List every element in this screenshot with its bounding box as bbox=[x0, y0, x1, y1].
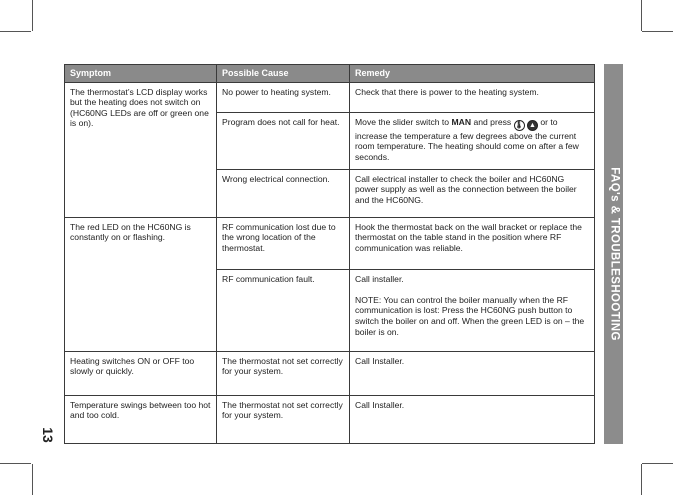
header-symptom: Symptom bbox=[65, 65, 217, 83]
remedy-cell bbox=[350, 217, 595, 269]
cause-text: RF communication lost due to the wrong location of the thermostat. bbox=[222, 221, 336, 253]
remedy-cell bbox=[350, 269, 595, 351]
remedy-cell bbox=[350, 351, 595, 395]
remedy-cell bbox=[350, 82, 595, 112]
symptom-text: The thermostat’s LCD display works but the heating does not switch on (HC60NG LEDs are off or green one is on). bbox=[70, 86, 209, 129]
crop-mark bbox=[32, 0, 33, 31]
cause-cell bbox=[217, 395, 350, 443]
cause-text: Program does not call for heat. bbox=[222, 116, 340, 127]
cause-cell bbox=[217, 269, 350, 351]
up-arrow-button-icon: ▲ bbox=[527, 120, 538, 131]
remedy-cell bbox=[350, 112, 595, 169]
table-row bbox=[65, 351, 595, 395]
cause-text: The thermostat not set correctly for your system. bbox=[222, 399, 343, 421]
crop-mark bbox=[32, 464, 33, 495]
man-mode-label: MAN bbox=[451, 116, 472, 127]
symptom-cell bbox=[65, 395, 217, 443]
remedy-text-start: Move the slider switch to bbox=[355, 116, 452, 127]
symptom-text: Heating switches ON or OFF too slowly or quickly. bbox=[70, 355, 195, 377]
symptom-cell bbox=[65, 351, 217, 395]
crop-mark bbox=[642, 31, 673, 32]
symptom-text: Temperature swings between too hot and too cold. bbox=[70, 399, 211, 421]
crop-mark bbox=[0, 31, 31, 32]
remedy-text: Check that there is power to the heating system. bbox=[355, 86, 539, 97]
header-possible-cause: Possible Cause bbox=[217, 65, 350, 83]
crop-mark bbox=[0, 463, 31, 464]
cause-cell bbox=[217, 169, 350, 217]
cause-text: No power to heating system. bbox=[222, 86, 331, 97]
table-row bbox=[65, 217, 595, 269]
cause-cell bbox=[217, 112, 350, 169]
section-title: FAQ's & TROUBLESHOOTING bbox=[608, 167, 620, 341]
symptom-cell bbox=[65, 82, 217, 217]
remedy-text: Call electrical installer to check the boiler and HC60NG power supply as well as the connection between the boiler and the HC60NG. bbox=[355, 173, 577, 205]
symptom-text: The red LED on the HC60NG is constantly on or flashing. bbox=[70, 221, 191, 243]
remedy-cell bbox=[350, 169, 595, 217]
cause-text: Wrong electrical connection. bbox=[222, 173, 330, 184]
crop-mark bbox=[642, 463, 673, 464]
remedy-cell bbox=[350, 395, 595, 443]
header-remedy: Remedy bbox=[350, 65, 595, 83]
remedy-text: Call installer. NOTE: You can control the boiler manually when the RF communication is lost: Press the HC60NG push button to switch the boiler on and off. When the green LED is on – the boiler is on. bbox=[355, 273, 585, 337]
remedy-text-end: or to increase the temperature a few degrees above the current room temperature. The heating should come on after a few seconds. bbox=[355, 116, 579, 162]
section-tab bbox=[604, 64, 623, 444]
thermometer-icon: 🌡 bbox=[514, 121, 524, 129]
remedy-text-middle: and press bbox=[471, 116, 514, 127]
table-row bbox=[65, 395, 595, 443]
cause-cell bbox=[217, 82, 350, 112]
table-header-row bbox=[65, 65, 595, 83]
crop-mark bbox=[641, 0, 642, 31]
table-row bbox=[65, 82, 595, 112]
remedy-text: Call Installer. bbox=[355, 399, 405, 410]
troubleshooting-table bbox=[64, 64, 595, 444]
cause-cell bbox=[217, 217, 350, 269]
crop-mark bbox=[641, 464, 642, 495]
cause-cell bbox=[217, 351, 350, 395]
cause-text: RF communication fault. bbox=[222, 273, 315, 284]
remedy-text: Call Installer. bbox=[355, 355, 405, 366]
page-number: 13 bbox=[40, 427, 56, 443]
remedy-text: Hook the thermostat back on the wall bracket or replace the thermostat on the table stand in the position where RF communication was reliable. bbox=[355, 221, 582, 253]
symptom-cell bbox=[65, 217, 217, 351]
cause-text: The thermostat not set correctly for your system. bbox=[222, 355, 343, 377]
